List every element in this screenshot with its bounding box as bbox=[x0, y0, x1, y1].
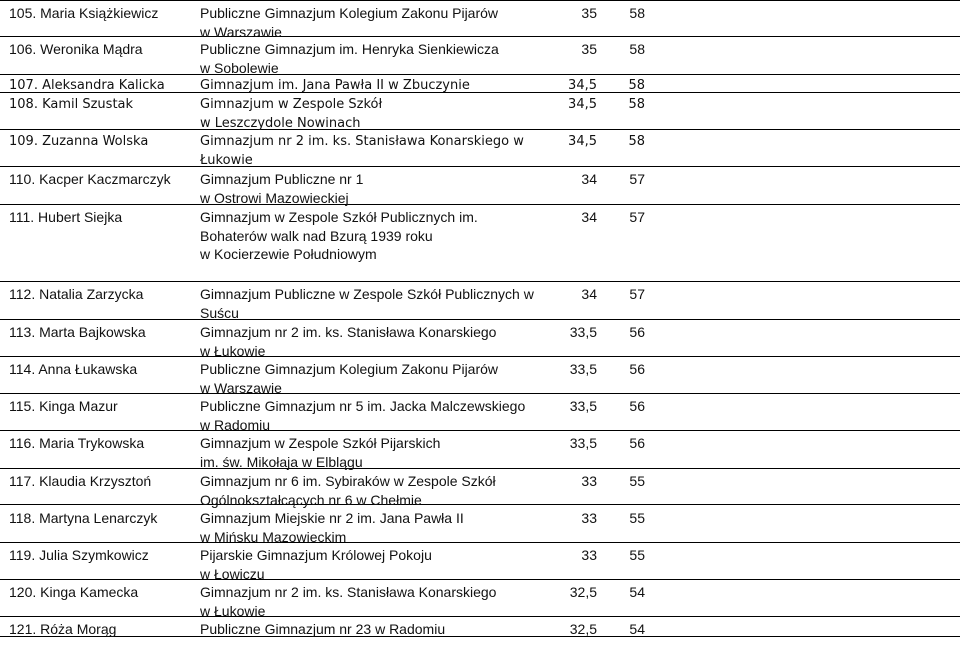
score-value: 33,5 bbox=[569, 435, 597, 451]
school-name bbox=[200, 546, 432, 583]
points-value: 54 bbox=[629, 621, 645, 637]
school-name-line: w Ostrowi Mazowieckiej bbox=[200, 189, 349, 206]
points-value: 58 bbox=[629, 41, 645, 57]
school-name-line: Publiczne Gimnazjum Kolegium Zakonu Pijarów bbox=[200, 5, 499, 21]
school-name-line: Gimnazjum Miejskie nr 2 im. Jana Pawła II bbox=[200, 510, 464, 526]
table-row bbox=[0, 130, 960, 167]
table-row bbox=[0, 93, 960, 130]
school-name bbox=[200, 323, 496, 360]
score-value: 34 bbox=[581, 286, 597, 302]
school-name-line: Publiczne Gimnazjum nr 23 w Radomiu bbox=[200, 621, 446, 637]
school-name bbox=[200, 583, 496, 620]
school-name bbox=[200, 472, 496, 509]
student-name: 111. Hubert Siejka bbox=[9, 209, 123, 225]
school-name bbox=[200, 170, 363, 207]
table-row bbox=[0, 394, 960, 431]
table-row bbox=[0, 37, 960, 75]
school-name-line: Publiczne Gimnazjum im. Henryka Sienkiewicza bbox=[200, 41, 499, 57]
school-name bbox=[200, 620, 445, 639]
score-value: 34,5 bbox=[568, 97, 597, 112]
points-value: 57 bbox=[629, 171, 645, 187]
school-name-line: Publiczne Gimnazjum nr 5 im. Jacka Malczewskiego bbox=[200, 398, 526, 414]
table-row bbox=[0, 617, 960, 637]
score-value: 34 bbox=[581, 209, 597, 225]
table-row bbox=[0, 543, 960, 580]
school-name bbox=[200, 397, 525, 434]
table-row bbox=[0, 469, 960, 508]
points-value: 57 bbox=[629, 209, 645, 225]
student-name: 117. Klaudia Krzysztoń bbox=[9, 473, 152, 489]
student-name: 108. Kamil Szustak bbox=[9, 97, 134, 112]
school-name bbox=[200, 208, 478, 264]
school-name-line: w Warszawie bbox=[200, 379, 282, 396]
points-value: 56 bbox=[629, 324, 645, 340]
school-name bbox=[200, 285, 534, 322]
school-name-line: im. św. Mikołaja w Elblągu bbox=[200, 453, 363, 470]
table-row bbox=[0, 282, 960, 320]
table-row bbox=[0, 320, 960, 357]
school-name-line: w Łowiczu bbox=[200, 565, 265, 582]
school-name bbox=[200, 133, 524, 170]
school-name-line: w Leszczydole Nowinach bbox=[200, 115, 361, 131]
points-value: 57 bbox=[629, 286, 645, 302]
student-name: 110. Kacper Kaczmarczyk bbox=[9, 171, 171, 187]
points-value: 58 bbox=[629, 5, 645, 21]
score-value: 33 bbox=[581, 510, 597, 526]
points-value: 58 bbox=[628, 97, 645, 112]
table-row bbox=[0, 506, 960, 543]
student-name: 109. Zuzanna Wolska bbox=[9, 134, 149, 149]
student-name: 112. Natalia Zarzycka bbox=[9, 286, 144, 302]
school-name bbox=[200, 96, 382, 133]
student-name: 120. Kinga Kamecka bbox=[9, 584, 139, 600]
points-value: 55 bbox=[629, 547, 645, 563]
school-name-line: Gimnazjum w Zespole Szkół Publicznych im. bbox=[200, 209, 478, 225]
score-value: 34,5 bbox=[568, 78, 597, 93]
table-row bbox=[0, 74, 960, 93]
points-value: 58 bbox=[628, 134, 645, 149]
student-name: 119. Julia Szymkowicz bbox=[9, 547, 149, 563]
school-name-line: Gimnazjum im. Jana Pawła II w Zbuczynie bbox=[200, 78, 470, 93]
student-name: 114. Anna Łukawska bbox=[9, 361, 138, 377]
table-row bbox=[0, 357, 960, 394]
points-value: 56 bbox=[629, 361, 645, 377]
school-name-line: Publiczne Gimnazjum Kolegium Zakonu Pijarów bbox=[200, 361, 499, 377]
score-value: 33 bbox=[581, 547, 597, 563]
table-row bbox=[0, 205, 960, 282]
score-value: 33,5 bbox=[569, 324, 597, 340]
student-name: 105. Maria Książkiewicz bbox=[9, 5, 159, 21]
school-name-line: Ogólnokształcących nr 6 w Chełmie bbox=[200, 491, 422, 508]
school-name-line: Gimnazjum Publiczne nr 1 bbox=[200, 171, 364, 187]
school-name-line: Pijarskie Gimnazjum Królowej Pokoju bbox=[200, 547, 432, 563]
school-name-line: w Sobolewie bbox=[200, 59, 279, 76]
school-name bbox=[200, 434, 440, 471]
school-name-line: w Łukowie bbox=[200, 602, 266, 619]
table-row bbox=[0, 580, 960, 617]
school-name bbox=[200, 509, 464, 546]
student-name: 115. Kinga Mazur bbox=[9, 398, 118, 414]
student-name: 116. Maria Trykowska bbox=[9, 435, 145, 451]
student-name: 107. Aleksandra Kalicka bbox=[9, 78, 165, 93]
table-row bbox=[0, 431, 960, 469]
score-value: 32,5 bbox=[569, 621, 597, 637]
score-value: 34 bbox=[581, 171, 597, 187]
score-value: 35 bbox=[581, 41, 597, 57]
table-row bbox=[0, 0, 960, 40]
student-name: 106. Weronika Mądra bbox=[9, 41, 143, 57]
school-name-line: Gimnazjum nr 2 im. ks. Stanisława Konarskiego w bbox=[200, 134, 524, 149]
student-name: 121. Róża Morąg bbox=[9, 621, 117, 637]
points-value: 55 bbox=[629, 473, 645, 489]
student-name: 113. Marta Bajkowska bbox=[9, 324, 146, 340]
school-name-line: w Mińsku Mazowieckim bbox=[200, 528, 347, 545]
student-name: 118. Martyna Lenarczyk bbox=[9, 510, 158, 526]
school-name-line: w Warszawie bbox=[200, 23, 282, 40]
points-value: 56 bbox=[629, 398, 645, 414]
school-name bbox=[200, 360, 498, 397]
points-value: 55 bbox=[629, 510, 645, 526]
school-name-line: Suścu bbox=[200, 304, 239, 321]
points-value: 54 bbox=[629, 584, 645, 600]
school-name-line: w Radomiu bbox=[200, 416, 271, 433]
table-row bbox=[0, 167, 960, 205]
score-value: 33 bbox=[581, 473, 597, 489]
score-value: 33,5 bbox=[569, 398, 597, 414]
school-name-line: Gimnazjum nr 2 im. ks. Stanisława Konarskiego bbox=[200, 324, 497, 340]
score-value: 34,5 bbox=[568, 134, 597, 149]
points-value: 56 bbox=[629, 435, 645, 451]
school-name-line: Gimnazjum nr 2 im. ks. Stanisława Konarskiego bbox=[200, 584, 497, 600]
school-name-line: Gimnazjum w Zespole Szkół bbox=[200, 97, 383, 112]
school-name bbox=[200, 4, 498, 41]
score-value: 35 bbox=[581, 5, 597, 21]
school-name-line: Gimnazjum w Zespole Szkół Pijarskich bbox=[200, 435, 441, 451]
school-name-line: Gimnazjum Publiczne w Zespole Szkół Publicznych w bbox=[200, 286, 534, 302]
points-value: 58 bbox=[628, 78, 645, 93]
school-name-line: Łukowie bbox=[200, 152, 253, 168]
school-name bbox=[200, 40, 499, 77]
school-name-line: w Kocierzewie Południowym bbox=[200, 246, 377, 262]
school-name-line: w Łukowie bbox=[200, 342, 266, 359]
score-value: 32,5 bbox=[569, 584, 597, 600]
score-value: 33,5 bbox=[569, 361, 597, 377]
school-name-line: Bohaterów walk nad Bzurą 1939 roku bbox=[200, 227, 433, 244]
school-name-line: Gimnazjum nr 6 im. Sybiraków w Zespole Szkół bbox=[200, 473, 496, 489]
